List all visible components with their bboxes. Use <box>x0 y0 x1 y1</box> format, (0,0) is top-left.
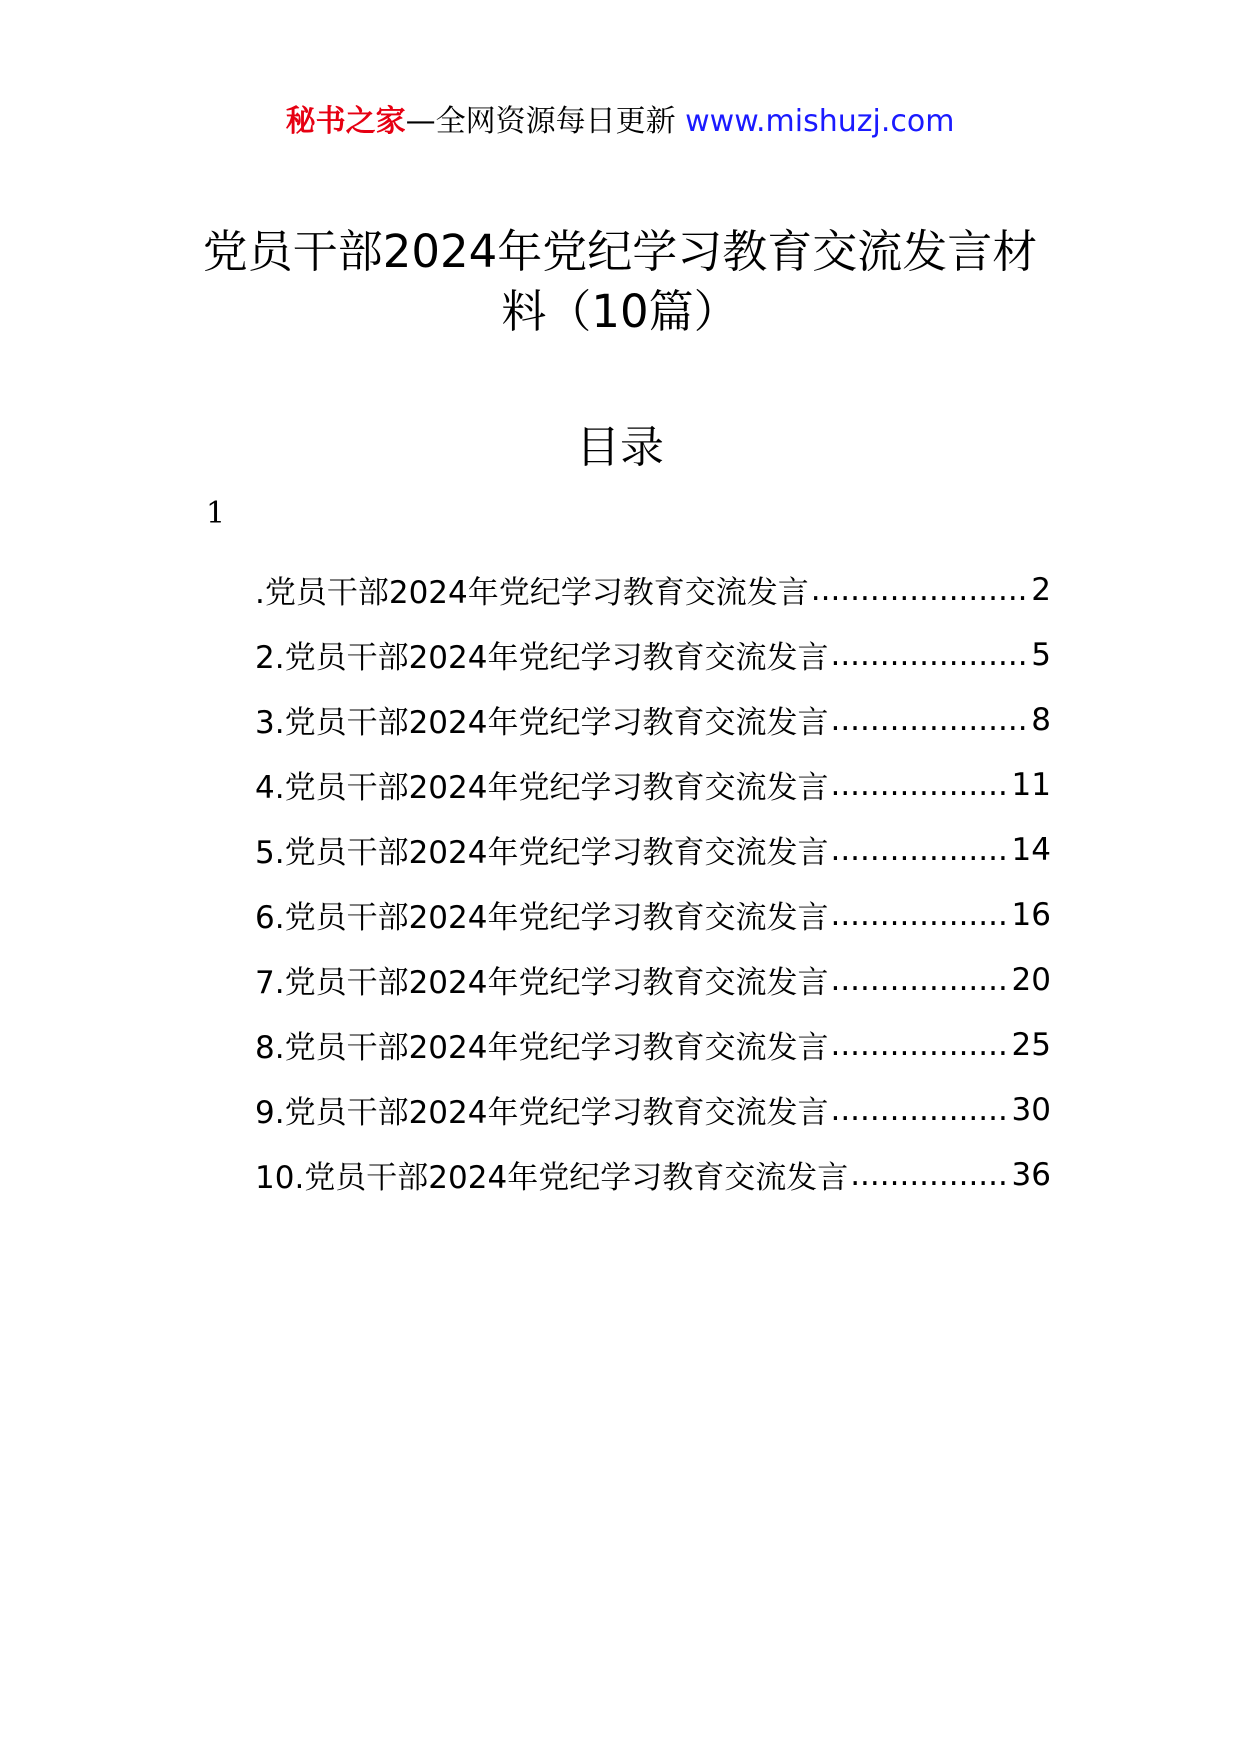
toc-dot-leader <box>830 702 1029 738</box>
toc-dot-leader <box>850 1157 1009 1193</box>
toc-heading: 目录 <box>576 422 664 473</box>
toc-entry[interactable] <box>255 557 1051 622</box>
page-header <box>0 100 1240 144</box>
toc-dot-leader <box>830 637 1029 673</box>
toc-entry-title: 4.党员干部2024年党纪学习教育交流发言 <box>255 770 829 806</box>
stray-number: 1 <box>206 496 226 531</box>
toc-page-number: 25 <box>1011 1026 1051 1063</box>
toc-entry-title: 9.党员干部2024年党纪学习教育交流发言 <box>255 1095 829 1131</box>
toc-dot-leader <box>830 767 1009 803</box>
toc-entry-title: 5.党员干部2024年党纪学习教育交流发言 <box>255 835 829 871</box>
document-title <box>190 222 1050 342</box>
toc-entry[interactable] <box>255 947 1051 1012</box>
toc-dot-leader <box>830 832 1009 868</box>
toc-dot-leader <box>830 897 1009 933</box>
toc-page-number: 36 <box>1011 1156 1051 1193</box>
toc-entry-title: 2.党员干部2024年党纪学习教育交流发言 <box>255 640 829 676</box>
toc-entry[interactable] <box>255 687 1051 752</box>
brand-name: 秘书之家 <box>285 104 406 139</box>
toc-entry-title: 3.党员干部2024年党纪学习教育交流发言 <box>255 705 829 741</box>
toc-page-number: 30 <box>1011 1091 1051 1128</box>
toc-page-number: 2 <box>1031 571 1051 608</box>
title-line-2: 料（10篇） <box>501 285 739 338</box>
header-tagline: —全网资源每日更新 <box>405 104 686 139</box>
toc-page-number: 11 <box>1011 766 1051 803</box>
toc-entry-title: 6.党员干部2024年党纪学习教育交流发言 <box>255 900 829 936</box>
toc-page-number: 14 <box>1011 831 1051 868</box>
site-link[interactable]: www.mishuzj.com <box>685 104 955 139</box>
toc-entry-title: .党员干部2024年党纪学习教育交流发言 <box>255 575 809 611</box>
toc-page-number: 5 <box>1031 636 1051 673</box>
toc-entry[interactable] <box>255 882 1051 947</box>
table-of-contents <box>255 557 1051 1207</box>
toc-entry[interactable] <box>255 1012 1051 1077</box>
toc-entry[interactable] <box>255 817 1051 882</box>
toc-dot-leader <box>830 1092 1009 1128</box>
toc-entry-title: 10.党员干部2024年党纪学习教育交流发言 <box>255 1160 849 1196</box>
toc-dot-leader <box>830 1027 1009 1063</box>
toc-page-number: 20 <box>1011 961 1051 998</box>
toc-dot-leader <box>811 572 1030 608</box>
toc-entry-title: 7.党员干部2024年党纪学习教育交流发言 <box>255 965 829 1001</box>
toc-page-number: 8 <box>1031 701 1051 738</box>
toc-entry-title: 8.党员干部2024年党纪学习教育交流发言 <box>255 1030 829 1066</box>
title-line-1: 党员干部2024年党纪学习教育交流发言材 <box>202 225 1038 278</box>
toc-page-number: 16 <box>1011 896 1051 933</box>
toc-entry[interactable] <box>255 1142 1051 1207</box>
toc-entry[interactable] <box>255 1077 1051 1142</box>
toc-dot-leader <box>830 962 1009 998</box>
toc-entry[interactable] <box>255 752 1051 817</box>
toc-entry[interactable] <box>255 622 1051 687</box>
